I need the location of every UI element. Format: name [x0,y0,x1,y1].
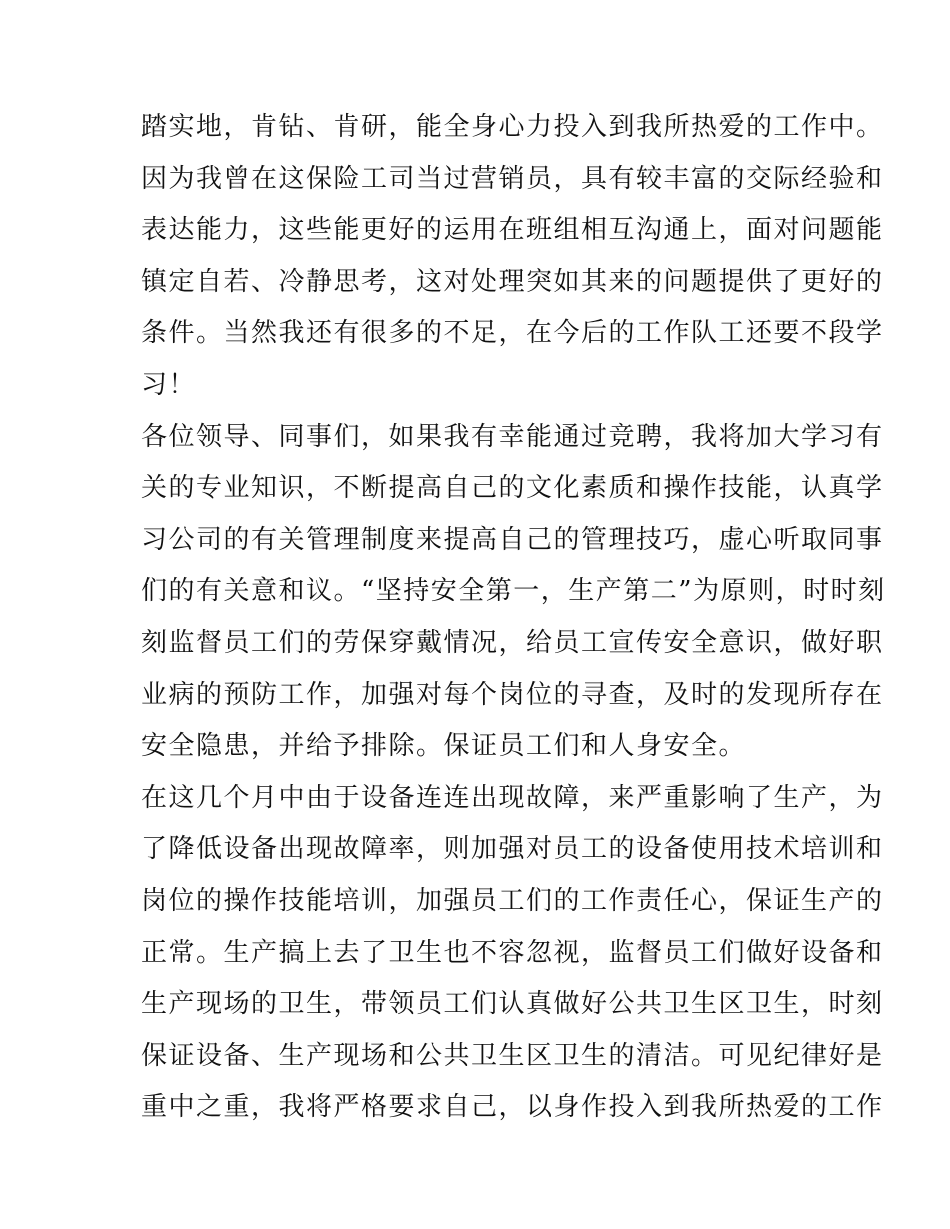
text-line: 安全隐患，并给予排除。保证员工们和人身安全。 [141,731,747,762]
text-line: 岗位的操作技能培训，加强员工们的工作责任心，保证生产的 [141,885,884,916]
text-line: 重中之重，我将严格要求自己，以身作投入到我所热爱的工作 [141,1092,884,1123]
text-line: 习！ [141,369,197,400]
text-line: 在这几个月中由于设备连连出现故障，来严重影响了生产，为 [141,782,884,813]
text-line: 表达能力，这些能更好的运用在班组相互沟通上，面对问题能 [141,215,884,246]
text-line: 因为我曾在这保险工司当过营销员，具有较丰富的交际经验和 [141,163,884,194]
text-line: 条件。当然我还有很多的不足，在今后的工作队工还要不段学 [141,318,884,349]
text-line: 镇定自若、冷静思考，这对处理突如其来的问题提供了更好的 [141,266,884,297]
text-line: 刻监督员工们的劳保穿戴情况，给员工宣传安全意识，做好职 [141,627,884,658]
text-line: 了降低设备出现故障率，则加强对员工的设备使用技术培训和 [141,834,884,865]
text-line: 正常。生产搞上去了卫生也不容忽视，监督员工们做好设备和 [141,937,884,968]
text-line: 踏实地，肯钻、肯研，能全身心力投入到我所热爱的工作中。 [141,112,884,142]
text-line: 们的有关意和议。“坚持安全第一，生产第二”为原则，时时刻 [141,576,886,607]
text-line: 保证设备、生产现场和公共卫生区卫生的清洁。可见纪律好是 [141,1040,884,1071]
text-line: 各位领导、同事们，如果我有幸能通过竞聘，我将加大学习有 [141,421,884,452]
text-line: 业病的预防工作，加强对每个岗位的寻查，及时的发现所存在 [141,679,884,710]
document-body [141,102,886,1134]
text-line: 习公司的有关管理制度来提高自己的管理技巧，虚心听取同事 [141,524,884,555]
text-line: 关的专业知识，不断提高自己的文化素质和操作技能，认真学 [141,473,884,504]
text-line: 生产现场的卫生，带领员工们认真做好公共卫生区卫生，时刻 [141,989,884,1020]
